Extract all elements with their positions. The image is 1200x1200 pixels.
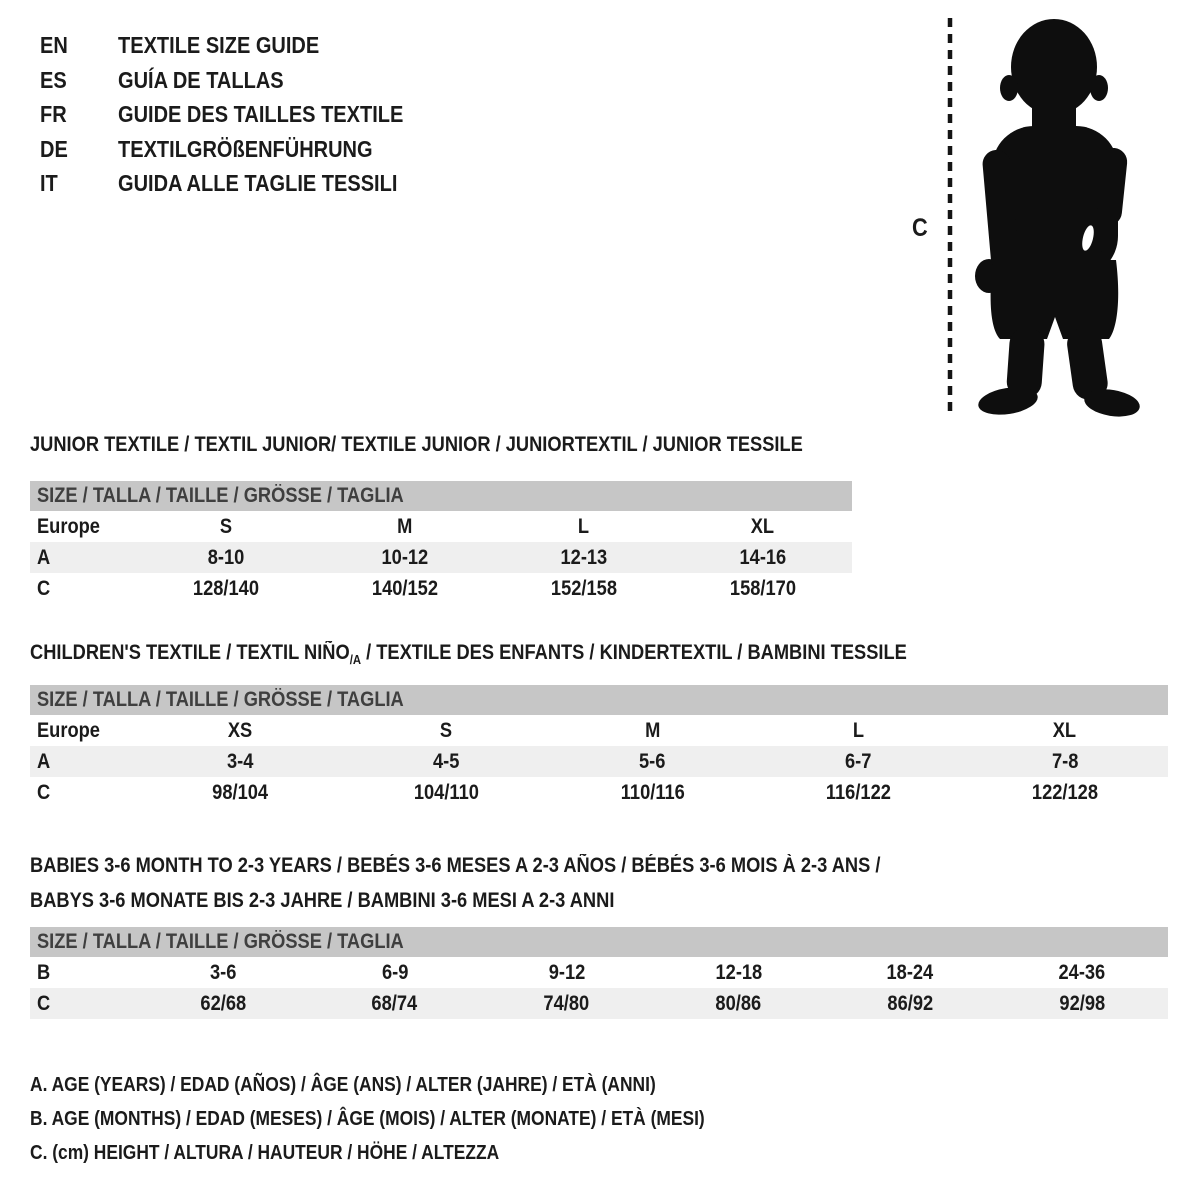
table-cell: XL — [1053, 718, 1077, 742]
babies-table-grid — [30, 957, 1168, 1019]
table-cell: 9-12 — [548, 960, 585, 984]
table-row — [30, 542, 852, 573]
table-cell: 74/80 — [543, 991, 590, 1015]
language-code: FR — [40, 101, 67, 128]
row-label: B — [37, 960, 51, 984]
junior-section-title: JUNIOR TEXTILE / TEXTIL JUNIOR/ TEXTILE JUNIOR / JUNIORTEXTIL / JUNIOR TESSILE — [30, 433, 803, 456]
table-cell: 62/68 — [200, 991, 246, 1015]
table-row — [30, 573, 852, 604]
table-row — [30, 715, 1168, 746]
guide-title: TEXTILE SIZE GUIDE — [118, 32, 320, 58]
table-cell: 18-24 — [886, 960, 934, 984]
table-cell: 8-10 — [208, 545, 245, 569]
language-code: DE — [40, 135, 68, 162]
guide-title: GUÍA DE TALLAS — [118, 66, 284, 93]
children-section-title: CHILDREN'S TEXTILE / TEXTIL $NIÑO_{/A}$ / TEXTILE DES ENFANTS / KINDERTEXTIL / BAMBINI TESSILE — [30, 641, 907, 668]
children-table-grid — [30, 715, 1168, 808]
size-table-header: SIZE / TALLA / TAILLE / GRÖSSE / TAGLIA — [30, 481, 852, 511]
nino-a-subscript: /A — [349, 652, 362, 668]
table-cell: M — [397, 514, 413, 538]
row-label: C — [37, 780, 51, 804]
toddler-silhouette-image — [962, 12, 1148, 420]
legend-line-age-years: A. AGE (YEARS) / EDAD (AÑOS) / ÂGE (ANS) / ALTER (JAHRE) / ETÀ (ANNI) — [30, 1074, 656, 1096]
legend-line-height-cm: C. (cm) HEIGHT / ALTURA / HAUTEUR / HÖHE / ALTEZZA — [30, 1142, 500, 1164]
language-row-en — [40, 28, 446, 63]
table-cell: 12-13 — [560, 545, 608, 569]
language-row-it — [40, 166, 446, 201]
table-cell: S — [440, 718, 453, 742]
junior-size-table — [30, 481, 852, 604]
table-cell: 92/98 — [1059, 991, 1105, 1015]
table-cell: XL — [750, 514, 775, 538]
size-table-header: SIZE / TALLA / TAILLE / GRÖSSE / TAGLIA — [30, 927, 1168, 957]
table-cell: 12-18 — [715, 960, 762, 984]
row-label: A — [37, 749, 51, 773]
table-cell: M — [644, 718, 661, 742]
table-cell: 14-16 — [739, 545, 786, 569]
table-cell: 116/122 — [826, 780, 892, 804]
row-label: Europe — [37, 718, 100, 742]
row-label: C — [37, 576, 51, 600]
guide-title: GUIDE DES TAILLES TEXTILE — [118, 101, 404, 128]
babies-section-title: BABIES 3-6 MONTH TO 2-3 YEARS / BEBÉS 3-6 MESES A 2-3 AÑOS / BÉBÉS 3-6 MOIS À 2-3 ANS / BABYS 3-6 MONATE BIS 2-3 JAHRE / BAMBINI 3-6 MESI A 2-3 ANNI — [30, 854, 881, 912]
legend-line-age-months: B. AGE (MONTHS) / EDAD (MESES) / ÂGE (MOIS) / ALTER (MONATE) / ETÀ (MESI) — [30, 1108, 705, 1130]
table-cell: 3-6 — [209, 960, 237, 984]
table-cell: 158/170 — [729, 576, 796, 600]
table-row — [30, 957, 1168, 988]
table-cell: 80/86 — [715, 991, 762, 1015]
table-row — [30, 746, 1168, 777]
language-guide-list — [40, 28, 446, 201]
size-table-header: SIZE / TALLA / TAILLE / GRÖSSE / TAGLIA — [30, 685, 1168, 715]
table-cell: S — [220, 514, 233, 538]
language-code: ES — [40, 66, 67, 93]
table-cell: 7-8 — [1051, 749, 1079, 773]
table-cell: 104/110 — [413, 780, 479, 804]
row-label: A — [37, 545, 51, 569]
table-cell: 5-6 — [639, 749, 666, 773]
language-row-fr — [40, 97, 446, 132]
table-cell: 122/128 — [1031, 780, 1098, 804]
table-row — [30, 511, 852, 542]
language-code: IT — [40, 170, 58, 197]
junior-table-grid — [30, 511, 852, 604]
table-cell: 68/74 — [371, 991, 418, 1015]
measurement-legend — [30, 1068, 806, 1170]
language-row-es — [40, 63, 446, 98]
height-measure-line — [944, 16, 956, 418]
table-row — [30, 777, 1168, 808]
table-cell: 4-5 — [433, 749, 460, 773]
table-row — [30, 988, 1168, 1019]
height-measure-label: C — [912, 214, 928, 242]
table-cell: 128/140 — [193, 576, 260, 600]
language-code: EN — [40, 32, 68, 58]
table-cell: L — [853, 718, 865, 742]
table-cell: 152/158 — [550, 576, 617, 600]
table-cell: 10-12 — [381, 545, 429, 569]
babies-size-table — [30, 927, 1168, 1019]
language-row-de — [40, 132, 446, 167]
table-cell: 6-7 — [845, 749, 872, 773]
table-cell: 24-36 — [1058, 960, 1106, 984]
children-size-table — [30, 685, 1168, 808]
guide-title: TEXTILGRÖßENFÜHRUNG — [118, 135, 373, 162]
table-cell: 86/92 — [887, 991, 934, 1015]
table-cell: 110/116 — [620, 780, 685, 804]
row-label: C — [37, 991, 51, 1015]
table-cell: 6-9 — [381, 960, 408, 984]
table-cell: 140/152 — [372, 576, 439, 600]
table-cell: 98/104 — [212, 780, 269, 804]
table-cell: L — [578, 514, 590, 538]
table-cell: 3-4 — [226, 749, 254, 773]
table-cell: XS — [227, 718, 253, 742]
guide-title: GUIDA ALLE TAGLIE TESSILI — [118, 170, 398, 197]
row-label: Europe — [37, 514, 100, 538]
